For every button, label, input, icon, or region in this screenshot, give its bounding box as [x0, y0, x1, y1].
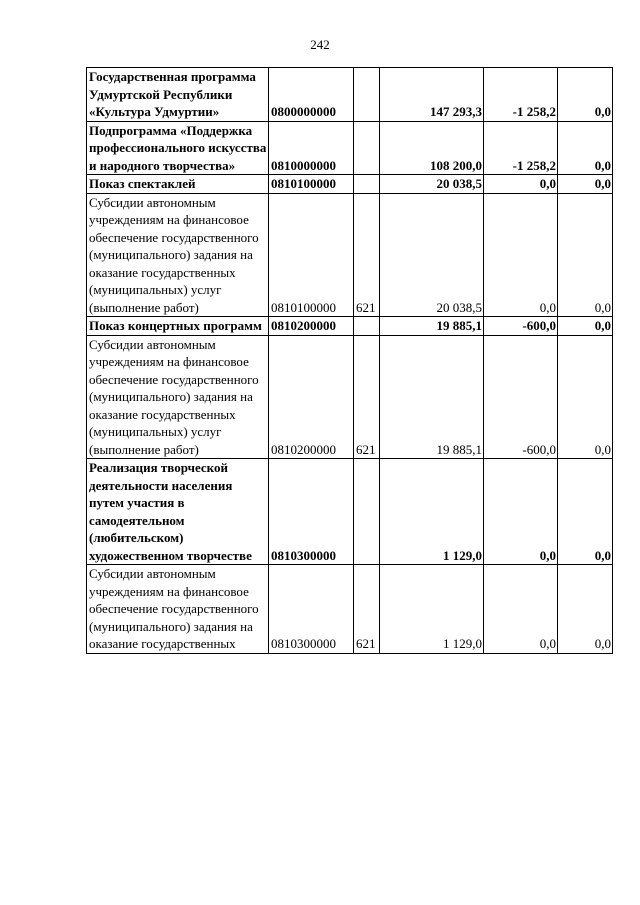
row-expense-type: 621	[354, 193, 380, 317]
row-expense-type	[354, 317, 380, 336]
row-code: 0810100000	[269, 193, 354, 317]
row-expense-type: 621	[354, 335, 380, 459]
row-extra: 0,0	[558, 335, 613, 459]
row-code: 0810200000	[269, 317, 354, 336]
row-expense-type	[354, 121, 380, 175]
row-expense-type: 621	[354, 565, 380, 654]
row-change: 0,0	[484, 459, 558, 565]
row-name: Субсидии автономным учреждениям на финансовое обеспечение государственного (муниципального) задания на оказание государственных	[87, 565, 269, 654]
table-row	[87, 68, 613, 122]
table-row	[87, 335, 613, 459]
row-code: 0810300000	[269, 565, 354, 654]
row-extra: 0,0	[558, 193, 613, 317]
row-extra: 0,0	[558, 121, 613, 175]
table-row	[87, 121, 613, 175]
row-name: Показ концертных программ	[87, 317, 269, 336]
row-expense-type	[354, 68, 380, 122]
row-sum: 20 038,5	[380, 175, 484, 194]
row-sum: 1 129,0	[380, 459, 484, 565]
row-change: -1 258,2	[484, 121, 558, 175]
row-extra: 0,0	[558, 175, 613, 194]
table-row	[87, 565, 613, 654]
row-name: Подпрограмма «Поддержка профессионального искусства и народного творчества»	[87, 121, 269, 175]
row-code: 0810100000	[269, 175, 354, 194]
row-change: 0,0	[484, 565, 558, 654]
row-extra: 0,0	[558, 68, 613, 122]
row-extra: 0,0	[558, 459, 613, 565]
row-sum: 147 293,3	[380, 68, 484, 122]
row-name: Субсидии автономным учреждениям на финансовое обеспечение государственного (муниципального) задания на оказание государственных (муниципальных) услуг (выполнение работ)	[87, 335, 269, 459]
row-code: 0810000000	[269, 121, 354, 175]
page-number: 242	[310, 37, 330, 52]
row-sum: 20 038,5	[380, 193, 484, 317]
row-name: Государственная программа Удмуртской Республики «Культура Удмуртии»	[87, 68, 269, 122]
row-change: -1 258,2	[484, 68, 558, 122]
row-name: Показ спектаклей	[87, 175, 269, 194]
row-code: 0800000000	[269, 68, 354, 122]
table-row	[87, 193, 613, 317]
row-code: 0810200000	[269, 335, 354, 459]
row-sum: 108 200,0	[380, 121, 484, 175]
row-change: 0,0	[484, 175, 558, 194]
budget-table	[86, 67, 613, 654]
row-code: 0810300000	[269, 459, 354, 565]
row-expense-type	[354, 459, 380, 565]
table-row	[87, 317, 613, 336]
row-change: -600,0	[484, 335, 558, 459]
table-row	[87, 459, 613, 565]
row-name: Субсидии автономным учреждениям на финансовое обеспечение государственного (муниципального) задания на оказание государственных (муниципальных) услуг (выполнение работ)	[87, 193, 269, 317]
table-row	[87, 175, 613, 194]
row-extra: 0,0	[558, 565, 613, 654]
row-name: Реализация творческой деятельности населения путем участия в самодеятельном (любительском) художественном творчестве	[87, 459, 269, 565]
row-extra: 0,0	[558, 317, 613, 336]
row-change: 0,0	[484, 193, 558, 317]
row-sum: 1 129,0	[380, 565, 484, 654]
row-sum: 19 885,1	[380, 335, 484, 459]
row-change: -600,0	[484, 317, 558, 336]
row-sum: 19 885,1	[380, 317, 484, 336]
row-expense-type	[354, 175, 380, 194]
